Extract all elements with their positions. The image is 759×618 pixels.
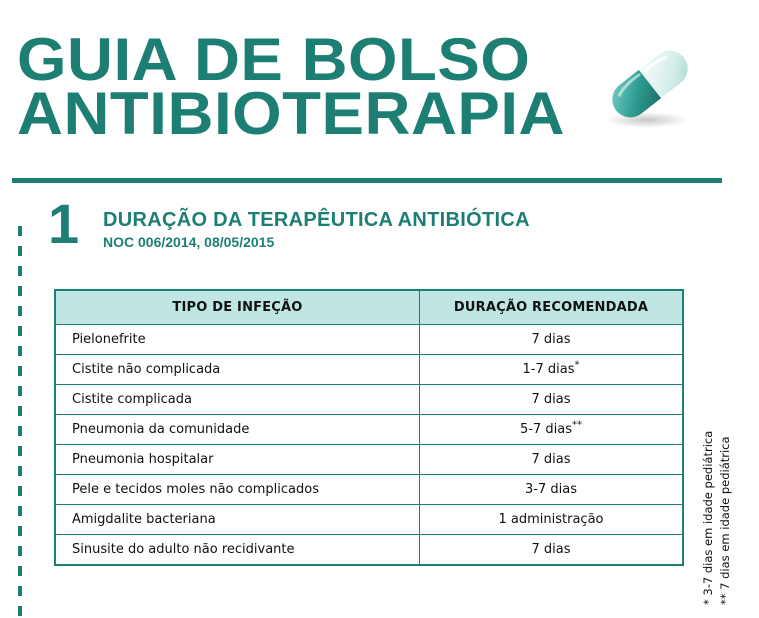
duration-cell: [420, 535, 684, 566]
column-header-duration: DURAÇÃO RECOMENDADA: [420, 290, 684, 325]
table-row: [55, 535, 683, 566]
table-row: [55, 505, 683, 535]
section-heading: DURAÇÃO DA TERAPÊUTICA ANTIBIÓTICA: [103, 209, 530, 231]
infection-cell: Pielonefrite: [55, 325, 420, 355]
side-dashed-line: [18, 226, 22, 618]
table-row: [55, 385, 683, 415]
footnote-marker: **: [571, 419, 582, 431]
duration-value: 1 administração: [498, 512, 604, 527]
table-row: [55, 355, 683, 385]
infection-cell: Cistite não complicada: [55, 355, 420, 385]
footnote-marker: *: [574, 359, 580, 371]
infection-cell: Cistite complicada: [55, 385, 420, 415]
title-line-1: GUIA DE BOLSO: [17, 26, 531, 93]
infection-cell: Sinusite do adulto não recidivante: [55, 535, 420, 566]
infection-cell: Amigdalite bacteriana: [55, 505, 420, 535]
duration-value: 7 dias: [531, 452, 571, 467]
table-row: [55, 325, 683, 355]
duration-value: 5-7 dias: [520, 422, 572, 437]
duration-cell: [420, 385, 684, 415]
table-row: [55, 445, 683, 475]
duration-value: 7 dias: [531, 542, 571, 557]
footnotes: [700, 405, 734, 605]
duration-value: 7 dias: [531, 392, 571, 407]
header-divider: [12, 178, 722, 183]
duration-cell: [420, 325, 684, 355]
duration-value: 1-7 dias: [522, 362, 575, 377]
duration-cell: [420, 355, 684, 385]
table-row: [55, 475, 683, 505]
duration-table: [54, 289, 684, 566]
duration-cell: [420, 475, 684, 505]
duration-cell: [420, 505, 684, 535]
footnote-pediatric-double: ** 7 dias em idade pediátrica: [718, 436, 732, 605]
column-header-infection: TIPO DE INFEÇÃO: [55, 290, 420, 325]
duration-value: 7 dias: [531, 332, 571, 347]
duration-cell: [420, 415, 684, 445]
infection-cell: Pneumonia da comunidade: [55, 415, 420, 445]
capsule-icon: [595, 36, 705, 132]
infection-cell: Pneumonia hospitalar: [55, 445, 420, 475]
title-line-2: ANTIBIOTERAPIA: [17, 80, 566, 147]
table-header-row: [55, 290, 683, 325]
duration-value: 3-7 dias: [525, 482, 577, 497]
table-row: [55, 415, 683, 445]
section-reference: NOC 006/2014, 08/05/2015: [103, 234, 275, 250]
duration-cell: [420, 445, 684, 475]
infection-cell: Pele e tecidos moles não complicados: [55, 475, 420, 505]
footnote-pediatric-single: * 3-7 dias em idade pediátrica: [701, 430, 715, 605]
section-number: 1: [48, 192, 80, 255]
